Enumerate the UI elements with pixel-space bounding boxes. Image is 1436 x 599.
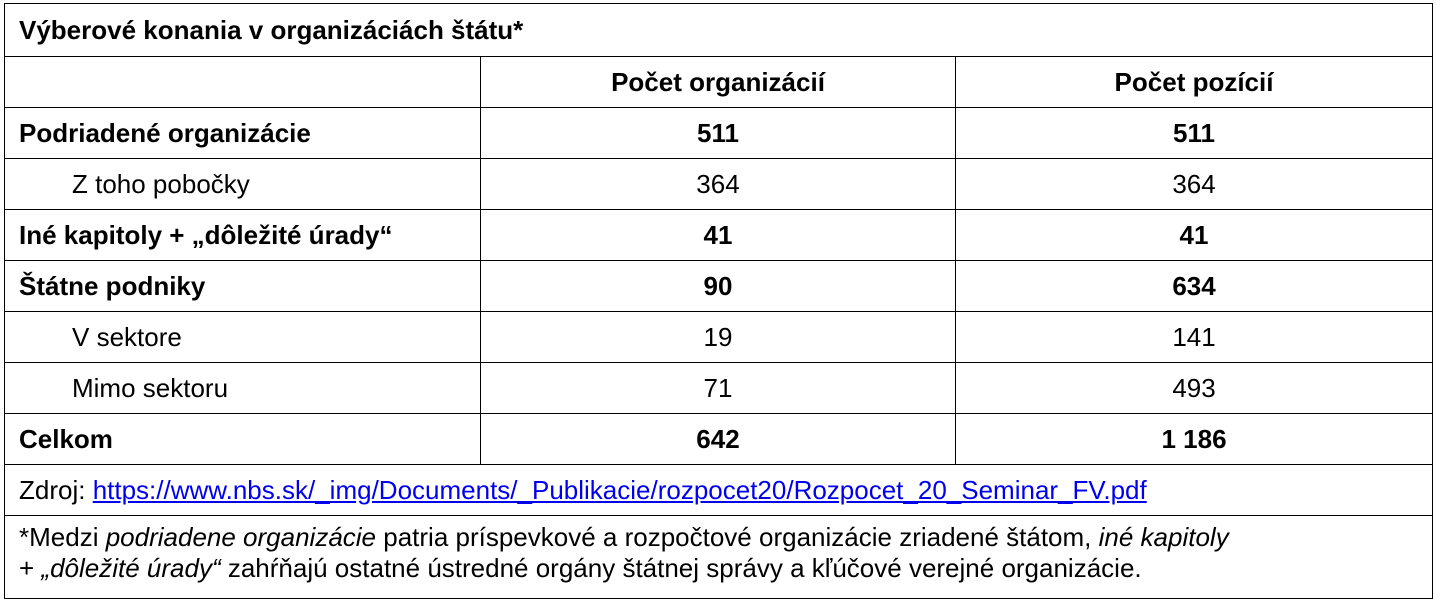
row-positions-value: 364	[956, 159, 1433, 210]
footnote-text: patria príspevkové a rozpočtové organizácie zriadené štátom,	[376, 522, 1099, 552]
header-positions: Počet pozícií	[956, 57, 1433, 108]
table-header-row	[5, 57, 1433, 108]
row-positions-value: 493	[956, 363, 1433, 414]
table-title-row	[5, 4, 1433, 57]
table-row-total	[5, 414, 1433, 465]
footnote-italic-term: „dôležité úrady“	[41, 553, 221, 583]
header-empty-cell	[5, 57, 481, 108]
footnote-italic-term: podriadene organizácie	[105, 522, 377, 552]
recruitment-table	[4, 3, 1433, 599]
row-label: Celkom	[5, 414, 481, 465]
source-prefix: Zdroj:	[19, 474, 93, 505]
header-organizations: Počet organizácií	[481, 57, 956, 108]
table-row-outside-sector	[5, 363, 1433, 414]
row-positions-value: 634	[956, 261, 1433, 312]
footnote-text: +	[19, 553, 42, 583]
row-organizations-value: 642	[481, 414, 956, 465]
footnote-row	[5, 516, 1433, 599]
row-organizations-value: 90	[481, 261, 956, 312]
row-organizations-value: 71	[481, 363, 956, 414]
row-positions-value: 511	[956, 108, 1433, 159]
row-label: Z toho pobočky	[5, 159, 481, 210]
table-row-subordinate-organizations	[5, 108, 1433, 159]
row-positions-value: 41	[956, 210, 1433, 261]
table-row-other-chapters	[5, 210, 1433, 261]
row-label: Mimo sektoru	[5, 363, 481, 414]
row-label: Štátne podniky	[5, 261, 481, 312]
row-label: Iné kapitoly + „dôležité úrady“	[5, 210, 481, 261]
footnote-text: zahŕňajú ostatné ústredné orgány štátnej správy a kľúčové verejné organizácie.	[220, 553, 1142, 583]
footnote-cell	[5, 516, 1433, 599]
source-cell	[5, 465, 1433, 516]
table-row-branches	[5, 159, 1433, 210]
row-organizations-value: 511	[481, 108, 956, 159]
table-row-in-sector	[5, 312, 1433, 363]
footnote-italic-term: iné kapitoly	[1098, 522, 1229, 552]
source-row	[5, 465, 1433, 516]
table-row-state-enterprises	[5, 261, 1433, 312]
row-organizations-value: 364	[481, 159, 956, 210]
row-label: V sektore	[5, 312, 481, 363]
table-title: Výberové konania v organizáciách štátu*	[5, 4, 1433, 57]
row-label: Podriadené organizácie	[5, 108, 481, 159]
row-positions-value: 1 186	[956, 414, 1433, 465]
footnote-text: *Medzi	[19, 522, 106, 552]
row-organizations-value: 41	[481, 210, 956, 261]
source-link[interactable]: https://www.nbs.sk/_img/Documents/_Publikacie/rozpocet20/Rozpocet_20_Seminar_FV.pdf	[92, 474, 1147, 505]
row-organizations-value: 19	[481, 312, 956, 363]
row-positions-value: 141	[956, 312, 1433, 363]
